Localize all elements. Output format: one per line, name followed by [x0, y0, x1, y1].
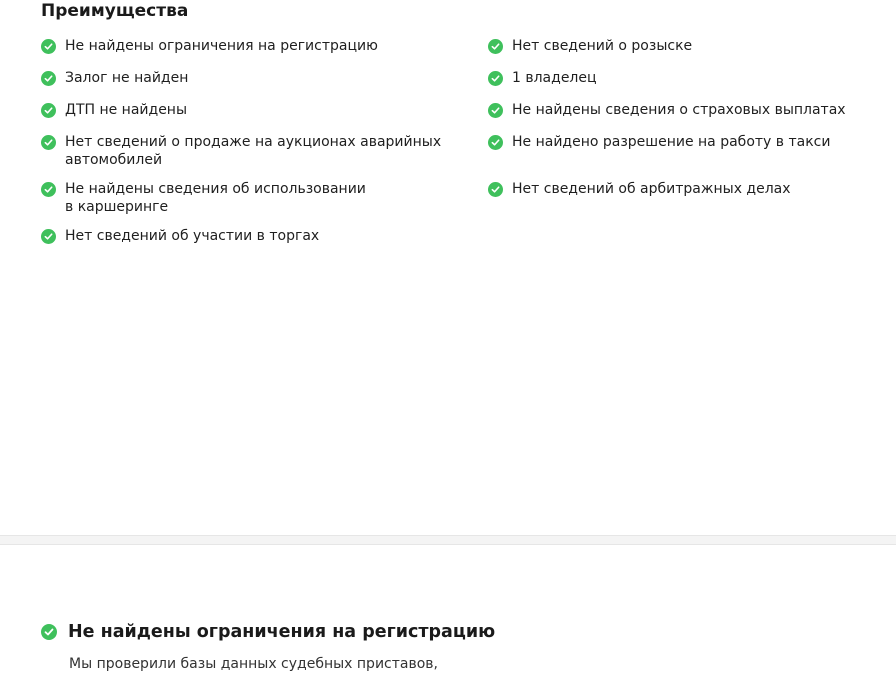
advantage-item — [41, 69, 481, 87]
check-circle-icon — [41, 229, 56, 244]
check-circle-icon — [488, 135, 503, 150]
section-divider — [0, 535, 896, 545]
advantage-text: Нет сведений о розыске — [512, 38, 693, 54]
advantage-item — [488, 37, 888, 55]
advantage-text: Нет сведений о продаже на аукционах аварийных — [65, 134, 442, 150]
advantage-text: автомобилей — [65, 152, 163, 168]
check-circle-icon — [41, 71, 56, 86]
check-circle-icon — [488, 103, 503, 118]
advantage-text: ДТП не найдены — [65, 102, 188, 118]
advantages-title: Преимущества — [41, 1, 189, 21]
detail-description: Мы проверили базы данных судебных приставов, — [69, 656, 438, 672]
advantage-text: Нет сведений об арбитражных делах — [512, 181, 791, 197]
advantage-text: Залог не найден — [65, 70, 189, 86]
advantage-text: Не найдены ограничения на регистрацию — [65, 38, 378, 54]
check-circle-icon — [41, 39, 56, 54]
advantage-item — [41, 180, 481, 216]
check-circle-icon — [488, 39, 503, 54]
advantage-text: Не найдено разрешение на работу в такси — [512, 134, 831, 150]
advantage-item — [41, 37, 481, 55]
advantage-text: в каршеринге — [65, 199, 169, 215]
advantage-item — [488, 69, 888, 87]
check-circle-icon — [488, 182, 503, 197]
check-circle-icon — [488, 71, 503, 86]
advantage-text: Нет сведений об участии в торгах — [65, 228, 320, 244]
detail-heading — [41, 622, 495, 642]
check-circle-icon — [41, 103, 56, 118]
advantage-item — [488, 133, 888, 151]
check-circle-icon — [41, 624, 57, 640]
advantage-item — [41, 227, 481, 245]
advantages-left-column — [41, 37, 481, 259]
advantage-text: Не найдены сведения о страховых выплатах — [512, 102, 846, 118]
check-circle-icon — [41, 135, 56, 150]
check-circle-icon — [41, 182, 56, 197]
advantage-text: Не найдены сведения об использовании — [65, 181, 366, 197]
advantage-text: 1 владелец — [512, 70, 597, 86]
advantages-right-column — [488, 37, 888, 212]
advantage-item — [41, 133, 481, 169]
advantage-item — [41, 101, 481, 119]
advantage-item — [488, 101, 888, 119]
detail-title-text: Не найдены ограничения на регистрацию — [68, 622, 496, 642]
advantage-item — [488, 180, 888, 198]
